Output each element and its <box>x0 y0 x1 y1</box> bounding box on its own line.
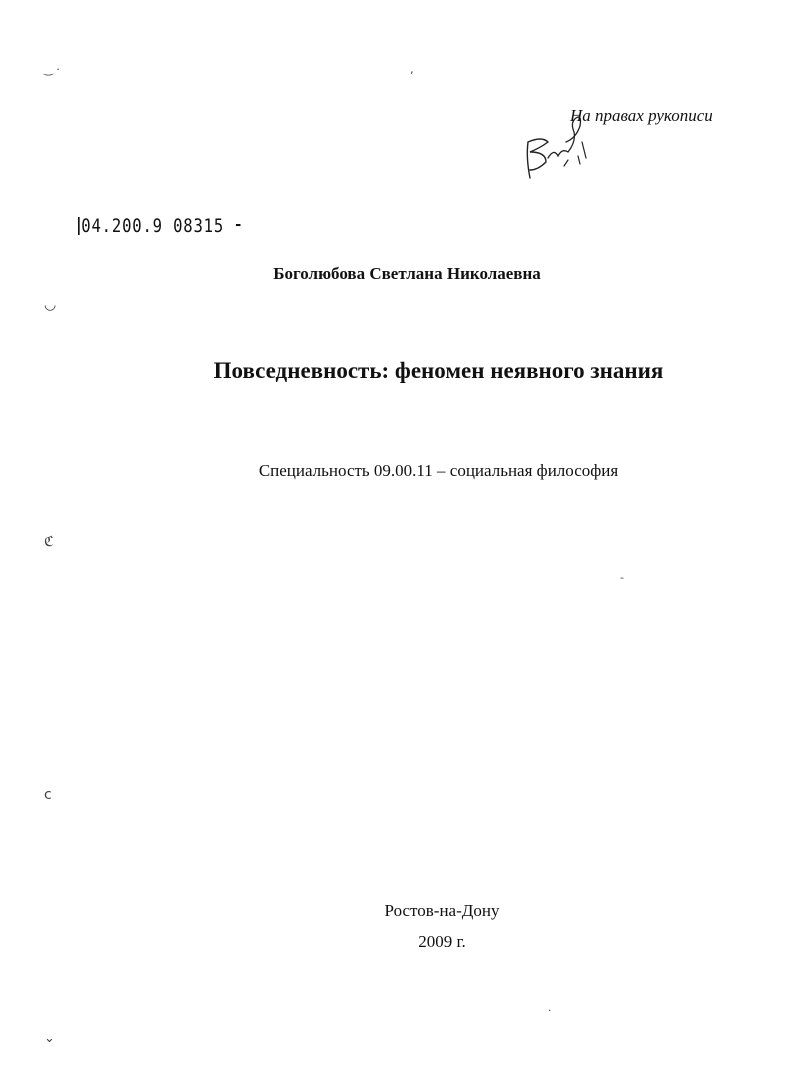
archive-code-text: 04.200.9 08315 <box>81 215 225 237</box>
dissertation-title: Повседневность: феномен неявного знания <box>213 358 664 383</box>
scan-mark: , <box>410 63 414 76</box>
scan-mark: ‐ <box>620 571 624 584</box>
manuscript-rights-note: На правах рукописи <box>570 106 713 125</box>
scan-mark: ⁃ <box>224 215 243 237</box>
binding-hole-mark: ℭ <box>44 534 54 550</box>
scan-mark: ‿ · <box>44 63 60 76</box>
scan-mark: · <box>548 1004 552 1017</box>
binding-hole-mark: ◡ <box>44 297 57 313</box>
author-name: Боголюбова Светлана Николаевна <box>273 264 541 283</box>
year: 2009 г. <box>418 932 466 951</box>
specialty-line: Специальность 09.00.11 – социальная философия <box>258 461 619 480</box>
archive-code <box>78 215 243 237</box>
barcode-bar <box>78 217 80 235</box>
binding-hole-mark: ⅽ <box>44 787 52 803</box>
city: Ростов-на-Дону <box>384 901 500 920</box>
scan-mark: ⌄ <box>44 1031 55 1046</box>
